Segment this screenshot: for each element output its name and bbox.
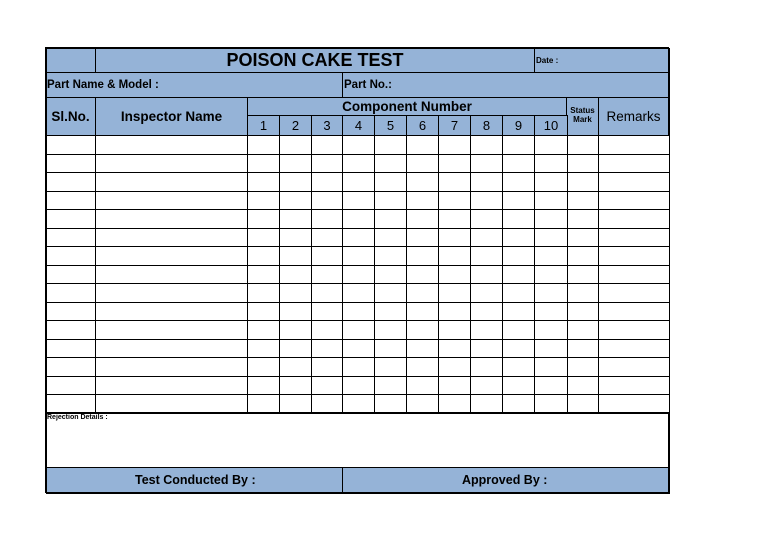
row-3-sl-no-cell[interactable] <box>45 172 96 192</box>
row-7-inspector-name-cell[interactable] <box>95 246 248 266</box>
row-6-component-10-cell[interactable] <box>534 228 568 248</box>
row-5-component-4-cell[interactable] <box>342 209 375 229</box>
row-2-component-5-cell[interactable] <box>374 154 407 174</box>
row-15-component-6-cell[interactable] <box>406 394 439 414</box>
row-8-component-9-cell[interactable] <box>502 265 535 285</box>
row-8-component-1-cell[interactable] <box>247 265 280 285</box>
row-13-remarks-cell[interactable] <box>598 357 670 377</box>
row-11-component-2-cell[interactable] <box>279 320 312 340</box>
row-11-remarks-cell[interactable] <box>598 320 670 340</box>
form-title: POISON CAKE TEST <box>226 49 404 70</box>
row-12-component-6-cell[interactable] <box>406 339 439 359</box>
row-7-component-8-cell[interactable] <box>470 246 503 266</box>
row-13-sl-no-cell[interactable] <box>45 357 96 377</box>
row-11-sl-no-cell[interactable] <box>45 320 96 340</box>
row-10-component-4-cell[interactable] <box>342 302 375 322</box>
test-conducted-by-cell[interactable] <box>45 467 343 493</box>
row-1-inspector-name-cell[interactable] <box>95 135 248 155</box>
row-3-remarks-cell[interactable] <box>598 172 670 192</box>
row-12-component-5-cell[interactable] <box>374 339 407 359</box>
row-8-inspector-name-cell[interactable] <box>95 265 248 285</box>
component-number-3-header <box>311 115 343 136</box>
row-5-component-8-cell[interactable] <box>470 209 503 229</box>
row-2-status-mark-cell[interactable] <box>567 154 599 174</box>
row-14-sl-no-cell[interactable] <box>45 376 96 396</box>
row-9-remarks-cell[interactable] <box>598 283 670 303</box>
row-6-component-4-cell[interactable] <box>342 228 375 248</box>
row-15-component-9-cell[interactable] <box>502 394 535 414</box>
row-4-status-mark-cell[interactable] <box>567 191 599 211</box>
component-number-label: 8 <box>482 118 491 133</box>
row-5-sl-no-cell[interactable] <box>45 209 96 229</box>
row-15-component-7-cell[interactable] <box>438 394 471 414</box>
row-5-component-2-cell[interactable] <box>279 209 312 229</box>
row-1-component-6-cell[interactable] <box>406 135 439 155</box>
row-13-component-6-cell[interactable] <box>406 357 439 377</box>
row-14-component-7-cell[interactable] <box>438 376 471 396</box>
component-number-10-header <box>534 115 568 136</box>
row-9-component-3-cell[interactable] <box>311 283 343 303</box>
row-3-component-5-cell[interactable] <box>374 172 407 192</box>
row-1-component-7-cell[interactable] <box>438 135 471 155</box>
remarks-label: Remarks <box>606 109 661 124</box>
row-10-component-2-cell[interactable] <box>279 302 312 322</box>
row-15-component-8-cell[interactable] <box>470 394 503 414</box>
row-10-component-9-cell[interactable] <box>502 302 535 322</box>
row-5-component-6-cell[interactable] <box>406 209 439 229</box>
row-2-component-10-cell[interactable] <box>534 154 568 174</box>
row-14-component-9-cell[interactable] <box>502 376 535 396</box>
component-number-label: 5 <box>386 118 395 133</box>
row-4-component-9-cell[interactable] <box>502 191 535 211</box>
row-14-component-2-cell[interactable] <box>279 376 312 396</box>
row-10-component-3-cell[interactable] <box>311 302 343 322</box>
component-number-1-header <box>247 115 280 136</box>
component-number-label: 3 <box>323 118 331 133</box>
row-5-component-5-cell[interactable] <box>374 209 407 229</box>
row-14-inspector-name-cell[interactable] <box>95 376 248 396</box>
row-5-component-7-cell[interactable] <box>438 209 471 229</box>
row-11-status-mark-cell[interactable] <box>567 320 599 340</box>
row-1-component-9-cell[interactable] <box>502 135 535 155</box>
row-12-component-7-cell[interactable] <box>438 339 471 359</box>
row-13-inspector-name-cell[interactable] <box>95 357 248 377</box>
component-number-label: 4 <box>354 118 363 133</box>
row-8-component-2-cell[interactable] <box>279 265 312 285</box>
row-7-component-4-cell[interactable] <box>342 246 375 266</box>
row-13-component-4-cell[interactable] <box>342 357 375 377</box>
row-11-component-4-cell[interactable] <box>342 320 375 340</box>
row-9-component-7-cell[interactable] <box>438 283 471 303</box>
row-11-component-9-cell[interactable] <box>502 320 535 340</box>
row-8-component-10-cell[interactable] <box>534 265 568 285</box>
row-2-component-7-cell[interactable] <box>438 154 471 174</box>
row-10-component-10-cell[interactable] <box>534 302 568 322</box>
component-number-7-header <box>438 115 471 136</box>
row-11-component-1-cell[interactable] <box>247 320 280 340</box>
row-12-component-2-cell[interactable] <box>279 339 312 359</box>
row-8-component-3-cell[interactable] <box>311 265 343 285</box>
part-no-label: Part No.: <box>344 79 392 91</box>
row-13-component-5-cell[interactable] <box>374 357 407 377</box>
row-12-remarks-cell[interactable] <box>598 339 670 359</box>
row-11-component-7-cell[interactable] <box>438 320 471 340</box>
row-6-remarks-cell[interactable] <box>598 228 670 248</box>
row-6-component-8-cell[interactable] <box>470 228 503 248</box>
row-3-component-1-cell[interactable] <box>247 172 280 192</box>
inspector-name-header <box>95 97 248 136</box>
row-6-component-1-cell[interactable] <box>247 228 280 248</box>
row-14-component-4-cell[interactable] <box>342 376 375 396</box>
row-4-component-6-cell[interactable] <box>406 191 439 211</box>
row-11-component-5-cell[interactable] <box>374 320 407 340</box>
row-1-status-mark-cell[interactable] <box>567 135 599 155</box>
row-6-component-7-cell[interactable] <box>438 228 471 248</box>
status-mark-label-line2: Mark <box>573 115 592 124</box>
row-10-component-8-cell[interactable] <box>470 302 503 322</box>
row-13-component-8-cell[interactable] <box>470 357 503 377</box>
row-2-inspector-name-cell[interactable] <box>95 154 248 174</box>
row-5-component-9-cell[interactable] <box>502 209 535 229</box>
row-15-component-10-cell[interactable] <box>534 394 568 414</box>
row-10-component-5-cell[interactable] <box>374 302 407 322</box>
row-9-component-9-cell[interactable] <box>502 283 535 303</box>
row-2-sl-no-cell[interactable] <box>45 154 96 174</box>
row-1-component-8-cell[interactable] <box>470 135 503 155</box>
approved-by-cell[interactable] <box>342 467 669 493</box>
row-9-inspector-name-cell[interactable] <box>95 283 248 303</box>
row-12-component-1-cell[interactable] <box>247 339 280 359</box>
row-4-component-5-cell[interactable] <box>374 191 407 211</box>
row-5-component-3-cell[interactable] <box>311 209 343 229</box>
component-number-6-header <box>406 115 439 136</box>
component-number-8-header <box>470 115 503 136</box>
row-4-component-8-cell[interactable] <box>470 191 503 211</box>
row-3-component-3-cell[interactable] <box>311 172 343 192</box>
row-7-remarks-cell[interactable] <box>598 246 670 266</box>
row-10-component-7-cell[interactable] <box>438 302 471 322</box>
row-11-component-8-cell[interactable] <box>470 320 503 340</box>
row-5-inspector-name-cell[interactable] <box>95 209 248 229</box>
component-number-label: 6 <box>418 118 427 133</box>
row-4-component-4-cell[interactable] <box>342 191 375 211</box>
component-number-2-header <box>279 115 312 136</box>
row-3-component-4-cell[interactable] <box>342 172 375 192</box>
row-7-component-10-cell[interactable] <box>534 246 568 266</box>
row-12-sl-no-cell[interactable] <box>45 339 96 359</box>
row-7-component-7-cell[interactable] <box>438 246 471 266</box>
row-7-component-6-cell[interactable] <box>406 246 439 266</box>
row-1-remarks-cell[interactable] <box>598 135 670 155</box>
component-number-label: 9 <box>514 118 523 133</box>
row-4-component-7-cell[interactable] <box>438 191 471 211</box>
row-8-status-mark-cell[interactable] <box>567 265 599 285</box>
row-3-component-8-cell[interactable] <box>470 172 503 192</box>
row-7-status-mark-cell[interactable] <box>567 246 599 266</box>
row-6-sl-no-cell[interactable] <box>45 228 96 248</box>
row-9-component-5-cell[interactable] <box>374 283 407 303</box>
row-9-component-8-cell[interactable] <box>470 283 503 303</box>
row-15-remarks-cell[interactable] <box>598 394 670 414</box>
component-number-5-header <box>374 115 407 136</box>
rejection-details-box[interactable] <box>45 412 669 468</box>
row-1-component-2-cell[interactable] <box>279 135 312 155</box>
row-12-component-10-cell[interactable] <box>534 339 568 359</box>
row-6-status-mark-cell[interactable] <box>567 228 599 248</box>
row-9-component-4-cell[interactable] <box>342 283 375 303</box>
row-5-status-mark-cell[interactable] <box>567 209 599 229</box>
component-number-label: 2 <box>291 118 300 133</box>
row-4-component-10-cell[interactable] <box>534 191 568 211</box>
test-conducted-by-label: Test Conducted By : <box>135 473 256 487</box>
row-9-component-1-cell[interactable] <box>247 283 280 303</box>
row-12-component-4-cell[interactable] <box>342 339 375 359</box>
row-15-component-3-cell[interactable] <box>311 394 343 414</box>
row-8-component-8-cell[interactable] <box>470 265 503 285</box>
row-5-component-1-cell[interactable] <box>247 209 280 229</box>
component-number-9-header <box>502 115 535 136</box>
row-2-component-4-cell[interactable] <box>342 154 375 174</box>
row-2-component-3-cell[interactable] <box>311 154 343 174</box>
row-1-component-1-cell[interactable] <box>247 135 280 155</box>
approved-by-label: Approved By : <box>462 473 548 487</box>
row-4-component-2-cell[interactable] <box>279 191 312 211</box>
row-14-component-1-cell[interactable] <box>247 376 280 396</box>
row-9-component-2-cell[interactable] <box>279 283 312 303</box>
row-6-inspector-name-cell[interactable] <box>95 228 248 248</box>
component-number-header <box>247 97 567 116</box>
part-name-label: Part Name & Model : <box>47 79 159 91</box>
row-14-component-3-cell[interactable] <box>311 376 343 396</box>
sl-no-header <box>45 97 96 136</box>
row-13-component-3-cell[interactable] <box>311 357 343 377</box>
row-10-component-6-cell[interactable] <box>406 302 439 322</box>
row-2-remarks-cell[interactable] <box>598 154 670 174</box>
row-11-inspector-name-cell[interactable] <box>95 320 248 340</box>
row-10-status-mark-cell[interactable] <box>567 302 599 322</box>
row-2-component-2-cell[interactable] <box>279 154 312 174</box>
row-4-inspector-name-cell[interactable] <box>95 191 248 211</box>
row-10-remarks-cell[interactable] <box>598 302 670 322</box>
row-4-component-1-cell[interactable] <box>247 191 280 211</box>
row-5-remarks-cell[interactable] <box>598 209 670 229</box>
row-8-sl-no-cell[interactable] <box>45 265 96 285</box>
row-14-component-6-cell[interactable] <box>406 376 439 396</box>
row-13-status-mark-cell[interactable] <box>567 357 599 377</box>
row-7-component-1-cell[interactable] <box>247 246 280 266</box>
component-number-label: 7 <box>450 118 459 133</box>
row-12-component-3-cell[interactable] <box>311 339 343 359</box>
remarks-header <box>598 97 669 136</box>
row-8-component-7-cell[interactable] <box>438 265 471 285</box>
row-13-component-2-cell[interactable] <box>279 357 312 377</box>
row-13-component-10-cell[interactable] <box>534 357 568 377</box>
part-name-cell[interactable] <box>45 72 343 98</box>
row-11-component-6-cell[interactable] <box>406 320 439 340</box>
row-3-status-mark-cell[interactable] <box>567 172 599 192</box>
row-4-component-3-cell[interactable] <box>311 191 343 211</box>
component-number-4-header <box>342 115 375 136</box>
row-3-component-6-cell[interactable] <box>406 172 439 192</box>
row-2-component-8-cell[interactable] <box>470 154 503 174</box>
part-no-cell[interactable] <box>342 72 669 98</box>
row-15-inspector-name-cell[interactable] <box>95 394 248 414</box>
row-1-component-5-cell[interactable] <box>374 135 407 155</box>
row-6-component-3-cell[interactable] <box>311 228 343 248</box>
row-13-component-1-cell[interactable] <box>247 357 280 377</box>
row-12-component-8-cell[interactable] <box>470 339 503 359</box>
row-12-component-9-cell[interactable] <box>502 339 535 359</box>
row-1-component-3-cell[interactable] <box>311 135 343 155</box>
row-9-status-mark-cell[interactable] <box>567 283 599 303</box>
row-14-status-mark-cell[interactable] <box>567 376 599 396</box>
row-7-sl-no-cell[interactable] <box>45 246 96 266</box>
form-title-cell <box>95 47 535 73</box>
component-number-label: 10 <box>543 118 559 133</box>
row-15-sl-no-cell[interactable] <box>45 394 96 414</box>
row-2-component-1-cell[interactable] <box>247 154 280 174</box>
sl-no-label: Sl.No. <box>51 109 90 124</box>
row-3-component-10-cell[interactable] <box>534 172 568 192</box>
row-9-component-6-cell[interactable] <box>406 283 439 303</box>
row-8-component-6-cell[interactable] <box>406 265 439 285</box>
row-3-component-9-cell[interactable] <box>502 172 535 192</box>
row-14-component-10-cell[interactable] <box>534 376 568 396</box>
row-2-component-9-cell[interactable] <box>502 154 535 174</box>
row-11-component-10-cell[interactable] <box>534 320 568 340</box>
row-8-component-4-cell[interactable] <box>342 265 375 285</box>
row-1-sl-no-cell[interactable] <box>45 135 96 155</box>
row-6-component-2-cell[interactable] <box>279 228 312 248</box>
row-3-component-2-cell[interactable] <box>279 172 312 192</box>
row-4-remarks-cell[interactable] <box>598 191 670 211</box>
corner-cell <box>45 47 96 73</box>
rejection-details-label: Rejection Details : <box>47 414 108 421</box>
row-3-inspector-name-cell[interactable] <box>95 172 248 192</box>
row-10-sl-no-cell[interactable] <box>45 302 96 322</box>
row-1-component-4-cell[interactable] <box>342 135 375 155</box>
row-10-inspector-name-cell[interactable] <box>95 302 248 322</box>
row-7-component-2-cell[interactable] <box>279 246 312 266</box>
row-10-component-1-cell[interactable] <box>247 302 280 322</box>
row-7-component-5-cell[interactable] <box>374 246 407 266</box>
row-1-component-10-cell[interactable] <box>534 135 568 155</box>
row-14-remarks-cell[interactable] <box>598 376 670 396</box>
row-13-component-7-cell[interactable] <box>438 357 471 377</box>
component-number-label: 1 <box>259 118 268 133</box>
row-15-component-4-cell[interactable] <box>342 394 375 414</box>
row-9-component-10-cell[interactable] <box>534 283 568 303</box>
row-6-component-9-cell[interactable] <box>502 228 535 248</box>
inspector-name-label: Inspector Name <box>120 109 223 124</box>
row-6-component-6-cell[interactable] <box>406 228 439 248</box>
row-2-component-6-cell[interactable] <box>406 154 439 174</box>
row-7-component-3-cell[interactable] <box>311 246 343 266</box>
status-mark-header <box>566 97 599 136</box>
row-15-component-1-cell[interactable] <box>247 394 280 414</box>
date-cell[interactable] <box>534 47 669 73</box>
status-mark-label-line1: Status <box>570 106 595 115</box>
date-label: Date : <box>536 56 559 65</box>
row-14-component-5-cell[interactable] <box>374 376 407 396</box>
component-number-label: Component Number <box>342 99 472 114</box>
row-9-sl-no-cell[interactable] <box>45 283 96 303</box>
row-3-component-7-cell[interactable] <box>438 172 471 192</box>
row-12-inspector-name-cell[interactable] <box>95 339 248 359</box>
row-8-remarks-cell[interactable] <box>598 265 670 285</box>
row-4-sl-no-cell[interactable] <box>45 191 96 211</box>
row-6-component-5-cell[interactable] <box>374 228 407 248</box>
row-13-component-9-cell[interactable] <box>502 357 535 377</box>
row-11-component-3-cell[interactable] <box>311 320 343 340</box>
row-5-component-10-cell[interactable] <box>534 209 568 229</box>
row-15-component-2-cell[interactable] <box>279 394 312 414</box>
row-15-component-5-cell[interactable] <box>374 394 407 414</box>
row-7-component-9-cell[interactable] <box>502 246 535 266</box>
inspection-form <box>46 48 670 494</box>
row-12-status-mark-cell[interactable] <box>567 339 599 359</box>
row-8-component-5-cell[interactable] <box>374 265 407 285</box>
row-14-component-8-cell[interactable] <box>470 376 503 396</box>
row-15-status-mark-cell[interactable] <box>567 394 599 414</box>
